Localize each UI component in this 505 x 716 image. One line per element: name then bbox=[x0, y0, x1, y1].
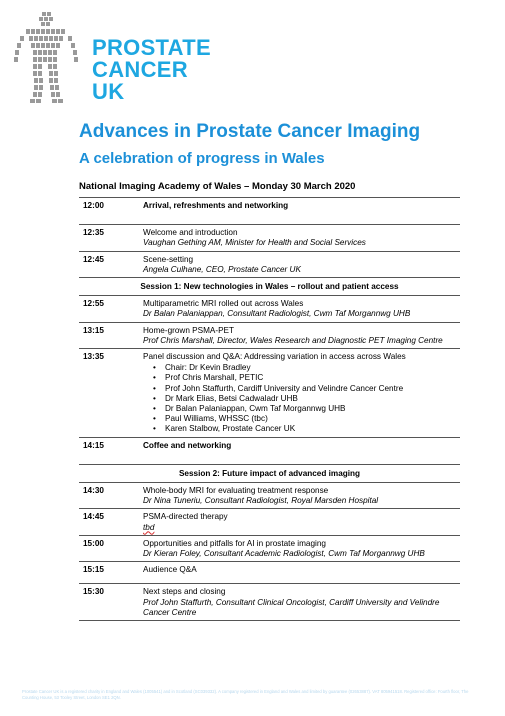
agenda-row bbox=[79, 348, 460, 437]
agenda-row bbox=[79, 322, 460, 348]
agenda-time: 12:35 bbox=[83, 228, 104, 238]
agenda-title: Arrival, refreshments and networking bbox=[143, 201, 289, 210]
panel-member: • Prof Chris Marshall, PETIC bbox=[165, 373, 460, 383]
agenda-time: 14:45 bbox=[83, 512, 104, 522]
agenda-speaker: Prof Chris Marshall, Director, Wales Research and Diagnostic PET Imaging Centre bbox=[143, 335, 443, 345]
event-details: National Imaging Academy of Wales – Monday 30 March 2020 bbox=[79, 181, 356, 192]
agenda-time: 12:00 bbox=[83, 201, 104, 210]
footer-legal-text: Prostate Cancer UK is a registered charity in England and Wales (1005541) and in Scotland (SC039332). A company registered in England and Wales and limited by guarantee (02653887). VAT 805941518. Registered office: Fourth floor, The Counting House, 53 Tooley Street, London SE1 2QN. bbox=[22, 689, 469, 700]
agenda-title: Whole-body MRI for evaluating treatment response bbox=[143, 486, 329, 496]
agenda-row bbox=[79, 535, 460, 561]
agenda-row bbox=[79, 583, 460, 620]
agenda-time: 13:35 bbox=[83, 352, 104, 362]
agenda-row bbox=[79, 561, 460, 577]
agenda-title: Panel discussion and Q&A: Addressing variation in access across Wales bbox=[143, 352, 406, 362]
agenda-time: 14:30 bbox=[83, 486, 104, 496]
panel-member: • Paul Williams, WHSSC (tbc) bbox=[165, 414, 460, 424]
agenda-title: Coffee and networking bbox=[143, 440, 232, 450]
agenda-row bbox=[79, 482, 460, 508]
panel-member: • Chair: Dr Kevin Bradley bbox=[165, 363, 460, 373]
agenda-row bbox=[79, 251, 460, 277]
agenda-row bbox=[79, 295, 460, 321]
agenda-time: 12:45 bbox=[83, 254, 104, 264]
agenda-title: Next steps and closing bbox=[143, 587, 226, 597]
agenda-title: PSMA-directed therapy bbox=[143, 512, 228, 522]
document-subtitle: A celebration of progress in Wales bbox=[79, 150, 325, 167]
agenda-row bbox=[79, 224, 460, 250]
agenda-table bbox=[79, 197, 460, 621]
panel-member: • Dr Balan Palaniappan, Cwm Taf Morgannwg UHB bbox=[165, 404, 460, 414]
agenda-title: Scene-setting bbox=[143, 254, 194, 264]
agenda-speaker: tbd bbox=[143, 522, 155, 532]
logo-wordmark bbox=[92, 37, 212, 103]
table-bottom-border bbox=[79, 620, 460, 621]
agenda-time: 15:00 bbox=[83, 538, 104, 548]
agenda-title: Opportunities and pitfalls for AI in prostate imaging bbox=[143, 538, 326, 548]
document-title: Advances in Prostate Cancer Imaging bbox=[79, 121, 421, 142]
figure-mosaic-icon bbox=[12, 10, 84, 105]
agenda-speaker: Dr Nina Tuneriu, Consultant Radiologist, Royal Marsden Hospital bbox=[143, 496, 379, 506]
agenda-time: 14:15 bbox=[83, 440, 104, 450]
panel-member: • Karen Stalbow, Prostate Cancer UK bbox=[165, 424, 460, 434]
agenda-time: 15:30 bbox=[83, 587, 104, 597]
agenda-speaker: Angela Culhane, CEO, Prostate Cancer UK bbox=[143, 264, 301, 274]
agenda-row bbox=[79, 437, 460, 453]
panel-member: • Prof John Staffurth, Cardiff University and Velindre Cancer Centre bbox=[165, 384, 460, 394]
agenda-speaker: Vaughan Gething AM, Minister for Health and Social Services bbox=[143, 238, 366, 248]
agenda-speaker: Dr Kieran Foley, Consultant Academic Radiologist, Cwm Taf Morgannwg UHB bbox=[143, 549, 425, 559]
agenda-row bbox=[79, 197, 460, 213]
panel-list bbox=[143, 363, 460, 434]
logo-line-1: PROSTATE bbox=[92, 35, 211, 60]
agenda-speaker: Dr Balan Palaniappan, Consultant Radiologist, Cwm Taf Morgannwg UHB bbox=[143, 309, 411, 319]
agenda-time: 13:15 bbox=[83, 325, 104, 335]
agenda-speaker: Prof John Staffurth, Consultant Clinical Oncologist, Cardiff University and Velindre Cancer Centre bbox=[143, 597, 440, 617]
agenda-title: Multiparametric MRI rolled out across Wales bbox=[143, 299, 304, 309]
prostate-cancer-uk-logo bbox=[12, 10, 212, 105]
agenda-time: 15:15 bbox=[83, 565, 104, 575]
agenda-title: Home-grown PSMA-PET bbox=[143, 325, 234, 335]
session-heading: Session 2: Future impact of advanced imaging bbox=[79, 464, 460, 482]
agenda-row bbox=[79, 508, 460, 534]
agenda-time: 12:55 bbox=[83, 299, 104, 309]
agenda-title: Audience Q&A bbox=[143, 565, 197, 575]
panel-member: • Dr Mark Elias, Betsi Cadwaladr UHB bbox=[165, 394, 460, 404]
session-heading: Session 1: New technologies in Wales – rollout and patient access bbox=[79, 277, 460, 295]
agenda-title: Welcome and introduction bbox=[143, 228, 238, 238]
logo-line-2: CANCER UK bbox=[92, 57, 188, 104]
